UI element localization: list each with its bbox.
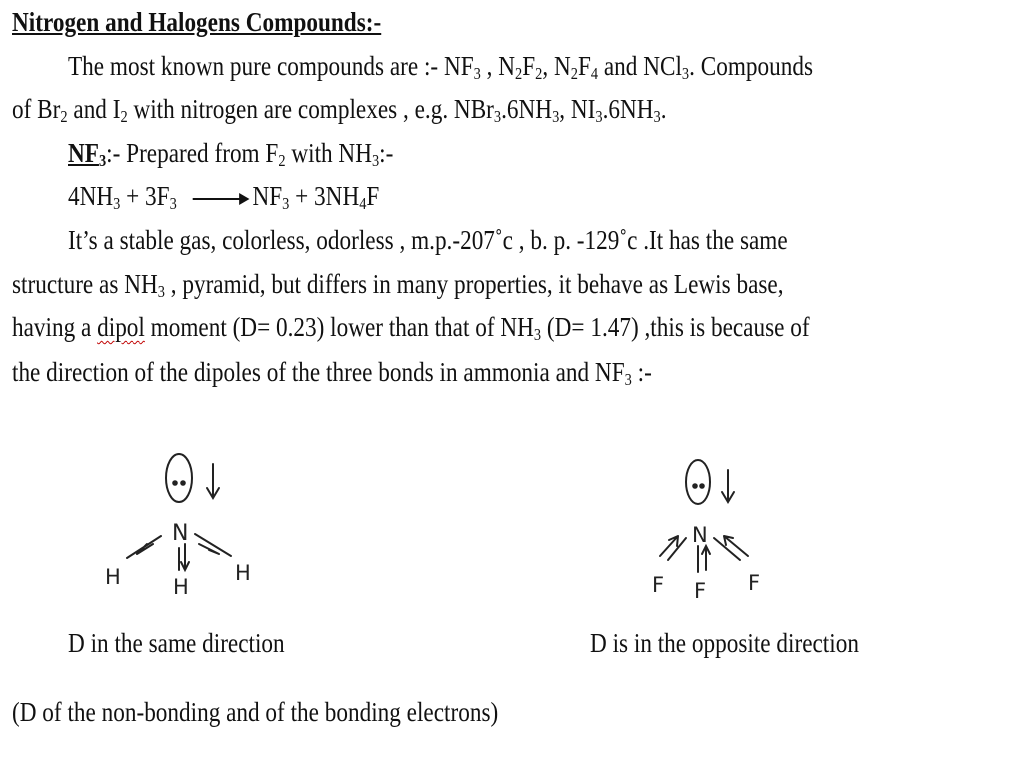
bond-right-dipole-icon — [195, 534, 231, 556]
nh3-dipole-diagram — [95, 440, 275, 610]
lone-pair-dipole-arrow-icon — [722, 470, 734, 502]
lone-pair-icon — [166, 454, 192, 502]
nh3-caption: D in the same direction — [68, 628, 285, 658]
footnote: (D of the non-bonding and of the bonding electrons) — [12, 697, 499, 727]
spellcheck-word: dipol — [97, 312, 145, 342]
bond-bottom-dipole-icon — [179, 544, 189, 570]
fluorine-right-label: F — [748, 571, 761, 595]
fluorine-bottom-label: F — [694, 579, 707, 603]
bond-left-dipole-icon — [127, 536, 161, 558]
lone-pair-icon — [686, 460, 710, 504]
paragraph-1-line-1: The most known pure compounds are :- $NF_3$ , $N_2F_2$, $N_2F_4$ and NCl$_3$. Compounds — [68, 51, 813, 84]
lone-pair-dipole-arrow-icon — [207, 464, 219, 498]
hydrogen-left-label: H — [105, 565, 121, 589]
nf3-preparation-line: $NF_3:-$ Prepared from $F_2$ with $NH_3:-$ — [68, 138, 394, 171]
nf3-dipole-diagram — [640, 448, 800, 608]
paragraph-1-line-2: of $Br_2$ and $I_2$ with nitrogen are complexes , e.g. $NBr_3.6NH_3$, $NI_3.6NH_3$. — [12, 94, 667, 127]
paragraph-2-line-4: the direction of the dipoles of the three bonds in ammonia and $NF_3$ :- — [12, 357, 652, 390]
paragraph-2-line-1: It’s a stable gas, colorless, odorless , m.p.-207˚c , b. p. -129˚c .It has the same — [68, 225, 788, 255]
paragraph-2-line-3: having a dipol moment (D= 0.23) lower than that of $NH_3$ (D= 1.47) ,this is because of — [12, 312, 810, 345]
section-heading: Nitrogen and Halogens Compounds:- — [12, 7, 382, 37]
nitrogen-atom-label: N — [692, 523, 708, 547]
bond-left-dipole-icon — [660, 536, 686, 560]
nf3-caption: D is in the opposite direction — [590, 628, 859, 658]
paragraph-2-line-2: structure as $NH_3$ , pyramid, but differs in many properties, it behave as Lewis base, — [12, 269, 784, 302]
fluorine-left-label: F — [652, 573, 665, 597]
bond-bottom-dipole-icon — [698, 546, 710, 572]
reaction-arrow-icon — [192, 192, 249, 206]
preparation-equation: $4NH_3 + 3F_3$ $NF_3 + 3NH_4F$ — [68, 181, 380, 214]
hydrogen-bottom-label: H — [173, 575, 189, 599]
hydrogen-right-label: H — [235, 561, 251, 585]
nf3-label: $NF_3$ — [68, 138, 107, 171]
nitrogen-atom-label: N — [172, 521, 189, 546]
bond-right-dipole-icon — [714, 536, 748, 560]
